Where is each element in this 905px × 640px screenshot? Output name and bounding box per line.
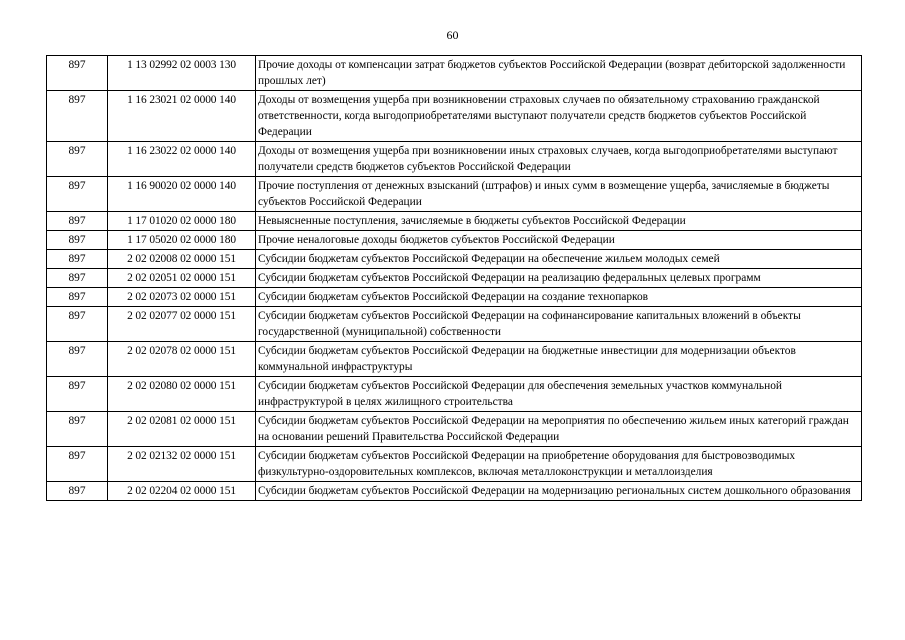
budget-code-cell: 2 02 02077 02 0000 151: [108, 307, 256, 342]
income-name-cell: Доходы от возмещения ущерба при возникновении страховых случаев по обязательному страхованию гражданской ответственности, когда выгодоприобретателями выступают получатели средств бюджетов субъектов Российской Федерации: [256, 91, 862, 142]
admin-code-cell: 897: [47, 412, 108, 447]
table-row: [47, 269, 862, 288]
table-row: [47, 142, 862, 177]
table-row: [47, 250, 862, 269]
budget-code-cell: 2 02 02078 02 0000 151: [108, 342, 256, 377]
admin-code-cell: 897: [47, 482, 108, 501]
income-name-cell: Доходы от возмещения ущерба при возникновении иных страховых случаев, когда выгодоприобретателями выступают получатели средств бюджетов субъектов Российской Федерации: [256, 142, 862, 177]
table-body: [47, 56, 862, 501]
income-name-cell: Субсидии бюджетам субъектов Российской Федерации на модернизацию региональных систем дошкольного образования: [256, 482, 862, 501]
budget-code-cell: 2 02 02008 02 0000 151: [108, 250, 256, 269]
admin-code-cell: 897: [47, 250, 108, 269]
budget-code-cell: 2 02 02204 02 0000 151: [108, 482, 256, 501]
table-row: [47, 231, 862, 250]
table-row: [47, 212, 862, 231]
admin-code-cell: 897: [47, 56, 108, 91]
budget-code-cell: 2 02 02051 02 0000 151: [108, 269, 256, 288]
budget-code-cell: 1 17 01020 02 0000 180: [108, 212, 256, 231]
admin-code-cell: 897: [47, 212, 108, 231]
budget-code-cell: 1 16 23021 02 0000 140: [108, 91, 256, 142]
admin-code-cell: 897: [47, 231, 108, 250]
income-name-cell: Прочие поступления от денежных взысканий (штрафов) и иных сумм в возмещение ущерба, зачисляемые в бюджеты субъектов Российской Федерации: [256, 177, 862, 212]
budget-code-cell: 2 02 02073 02 0000 151: [108, 288, 256, 307]
table-row: [47, 177, 862, 212]
income-name-cell: Прочие неналоговые доходы бюджетов субъектов Российской Федерации: [256, 231, 862, 250]
budget-code-cell: 1 17 05020 02 0000 180: [108, 231, 256, 250]
admin-code-cell: 897: [47, 342, 108, 377]
income-name-cell: Субсидии бюджетам субъектов Российской Федерации на бюджетные инвестиции для модернизации объектов коммунальной инфраструктуры: [256, 342, 862, 377]
admin-code-cell: 897: [47, 377, 108, 412]
income-name-cell: Субсидии бюджетам субъектов Российской Федерации на софинансирование капитальных вложений в объекты государственной (муниципальной) собственности: [256, 307, 862, 342]
income-name-cell: Невыясненные поступления, зачисляемые в бюджеты субъектов Российской Федерации: [256, 212, 862, 231]
table-row: [47, 482, 862, 501]
table-row: [47, 377, 862, 412]
budget-code-cell: 2 02 02132 02 0000 151: [108, 447, 256, 482]
income-name-cell: Субсидии бюджетам субъектов Российской Федерации на создание технопарков: [256, 288, 862, 307]
table-row: [47, 342, 862, 377]
income-name-cell: Субсидии бюджетам субъектов Российской Федерации на мероприятия по обеспечению жильем иных категорий граждан на основании решений Правительства Российской Федерации: [256, 412, 862, 447]
budget-code-cell: 1 16 90020 02 0000 140: [108, 177, 256, 212]
table-row: [47, 91, 862, 142]
income-name-cell: Прочие доходы от компенсации затрат бюджетов субъектов Российской Федерации (возврат дебиторской задолженности прошлых лет): [256, 56, 862, 91]
admin-code-cell: 897: [47, 91, 108, 142]
table-row: [47, 307, 862, 342]
admin-code-cell: 897: [47, 177, 108, 212]
admin-code-cell: 897: [47, 142, 108, 177]
budget-code-cell: 1 13 02992 02 0003 130: [108, 56, 256, 91]
page-number: 60: [446, 28, 459, 42]
table-row: [47, 288, 862, 307]
admin-code-cell: 897: [47, 307, 108, 342]
income-name-cell: Субсидии бюджетам субъектов Российской Федерации на приобретение оборудования для быстровозводимых физкультурно-оздоровительных комплексов, включая металлоконструкции и металлоизделия: [256, 447, 862, 482]
table-row: [47, 56, 862, 91]
budget-income-table: [46, 55, 862, 501]
budget-code-cell: 2 02 02080 02 0000 151: [108, 377, 256, 412]
budget-code-cell: 1 16 23022 02 0000 140: [108, 142, 256, 177]
table-row: [47, 447, 862, 482]
income-name-cell: Субсидии бюджетам субъектов Российской Федерации на реализацию федеральных целевых программ: [256, 269, 862, 288]
admin-code-cell: 897: [47, 288, 108, 307]
budget-code-cell: 2 02 02081 02 0000 151: [108, 412, 256, 447]
admin-code-cell: 897: [47, 447, 108, 482]
table-row: [47, 412, 862, 447]
admin-code-cell: 897: [47, 269, 108, 288]
income-name-cell: Субсидии бюджетам субъектов Российской Федерации на обеспечение жильем молодых семей: [256, 250, 862, 269]
income-name-cell: Субсидии бюджетам субъектов Российской Федерации для обеспечения земельных участков коммунальной инфраструктурой в целях жилищного строительства: [256, 377, 862, 412]
